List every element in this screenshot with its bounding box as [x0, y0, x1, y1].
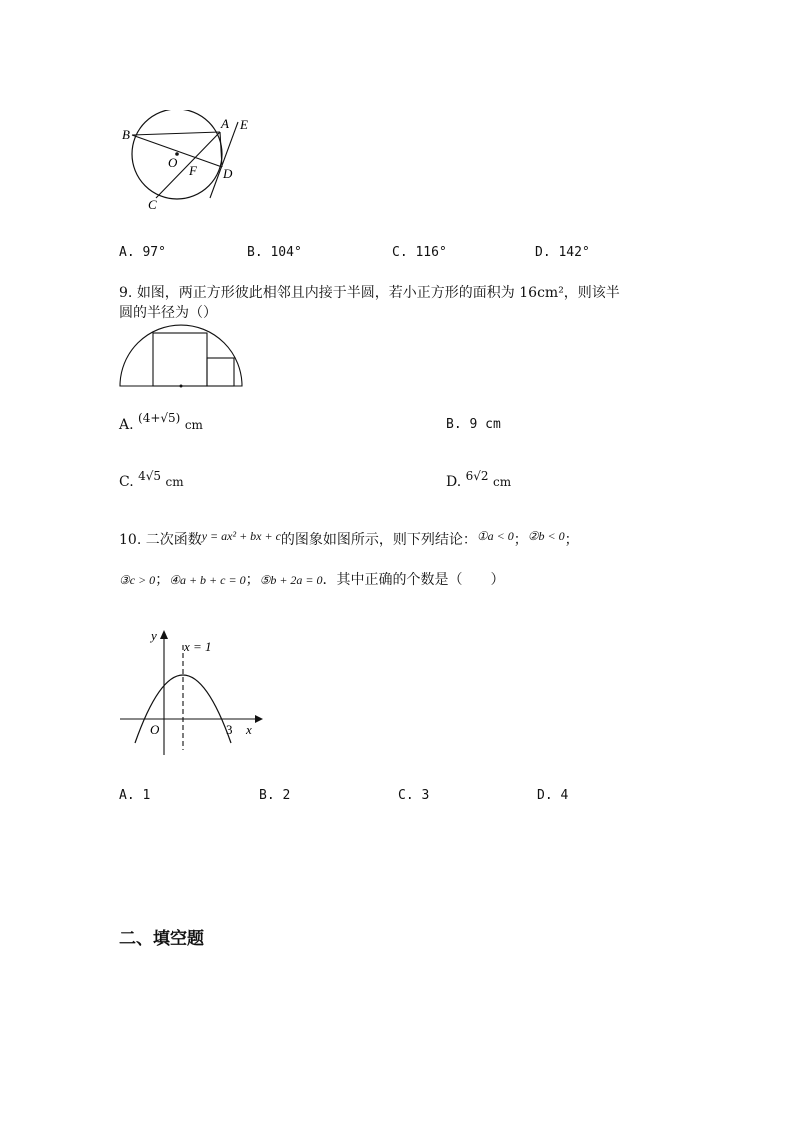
q10-label-axis: x = 1	[184, 639, 212, 654]
q10-option-c: C. 3	[398, 788, 430, 803]
q10-option-a: A. 1	[119, 788, 151, 803]
q8-label-f: F	[189, 163, 197, 178]
q9-number: 9.	[119, 285, 133, 301]
q10-conclusion-2: ②b < 0	[527, 529, 565, 543]
q10-function: y = ax² + bx + c	[201, 529, 281, 543]
q9-text-line2: 圆的半径为（）	[119, 305, 217, 321]
q10-text-line2: ③c > 0；④a + b + c = 0；⑤b + 2a = 0．其中正确的个数是（ ）	[119, 572, 505, 588]
q9-text-line1	[119, 283, 620, 303]
q10-option-b: B. 2	[259, 788, 291, 803]
q8-option-d: D. 142°	[535, 245, 590, 260]
q10-label-root: 3	[226, 722, 233, 737]
q9-option-c: C. 4√5 cm	[119, 469, 184, 490]
q9-stem: 如图，两正方形彼此相邻且内接于半圆，若小正方形的面积为 16cm²，则该半	[136, 285, 620, 301]
q10-label-x: x	[246, 722, 252, 737]
q10-text-line1: 10. 二次函数y = ax² + bx + c的图象如图所示，则下列结论：①a < 0；②b < 0；	[119, 529, 579, 548]
q10-conclusion-4: ④a + b + c = 0	[169, 573, 246, 587]
q9-option-a: A. (4+√5) cm	[119, 411, 203, 433]
q8-label-o: O	[168, 155, 178, 170]
q8-label-c: C	[148, 197, 157, 212]
q10-number: 10.	[119, 532, 142, 548]
q8-option-c: C. 116°	[392, 245, 447, 260]
q8-circle-figure	[110, 110, 260, 220]
q8-label-e: E	[240, 117, 248, 132]
q10-conclusion-5: ⑤b + 2a = 0	[259, 573, 323, 587]
q8-option-b: B. 104°	[247, 245, 302, 260]
q9-option-b: B. 9 cm	[446, 417, 501, 432]
section-heading: 二、填空题	[119, 929, 204, 949]
q10-parabola-figure	[115, 625, 265, 760]
q8-option-a: A. 97°	[119, 245, 166, 260]
q9-semicircle-figure	[115, 322, 247, 392]
q10-label-origin: O	[150, 722, 160, 737]
q10-option-d: D. 4	[537, 788, 569, 803]
q8-label-a: A	[221, 116, 229, 131]
q10-conclusion-3: ③c > 0	[119, 573, 156, 587]
q10-conclusion-1: ①a < 0	[476, 529, 514, 543]
q8-label-d: D	[223, 166, 233, 181]
q9-option-d: D. 6√2 cm	[446, 469, 512, 490]
q10-label-y: y	[151, 628, 157, 643]
q8-label-b: B	[122, 127, 130, 142]
